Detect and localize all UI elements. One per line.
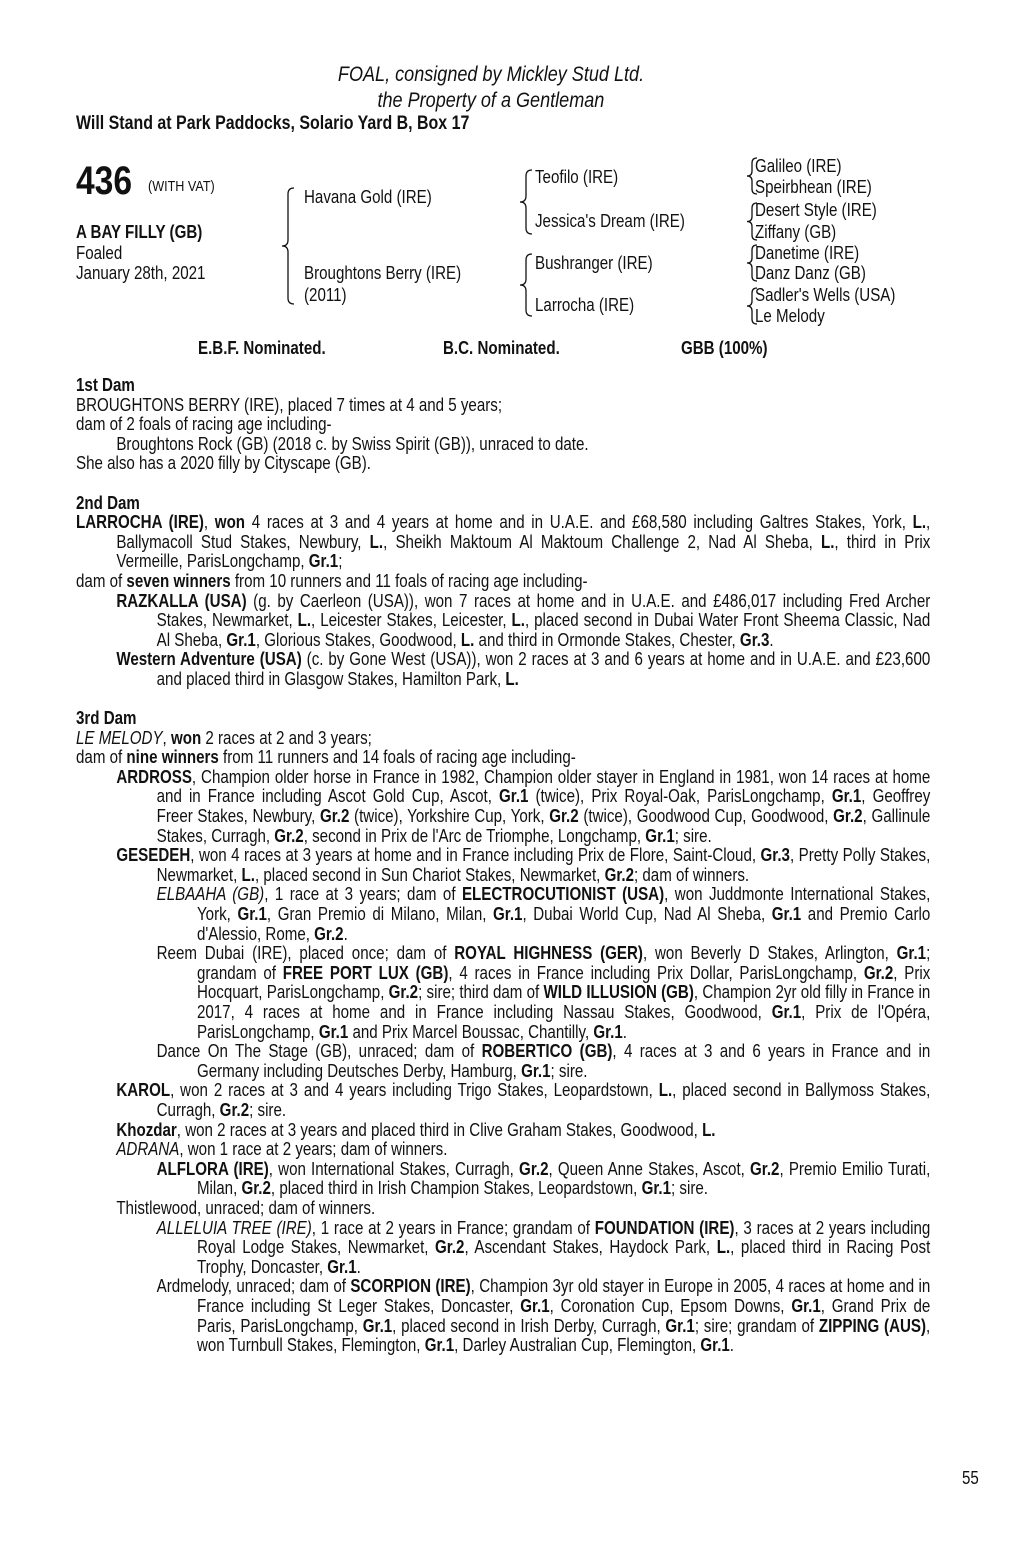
bold-text: Gr.1 bbox=[318, 1021, 349, 1042]
bold-text: KAROL bbox=[116, 1080, 171, 1101]
text-run: , won 2 races at 3 and 4 years including Trigo Stakes, Leopardstown, bbox=[170, 1080, 659, 1101]
bold-text: FOUNDATION (IRE) bbox=[594, 1217, 735, 1238]
italic-text: ALLELUIA TREE (IRE) bbox=[156, 1217, 312, 1238]
page-number: 55 bbox=[962, 1468, 979, 1488]
lot-number: 436 bbox=[76, 159, 133, 203]
text-run: (g. by Caerleon (USA)), won 7 races at home and in U.A.E. and £486,017 including Fred Archer Stakes, Newmarket, bbox=[156, 590, 931, 631]
text-run: , placed third in Racing Post Trophy, Doncaster, bbox=[196, 1237, 931, 1277]
pedigree-sire: Havana Gold (IRE) bbox=[304, 187, 432, 207]
bold-text: Gr.1 bbox=[771, 1002, 802, 1022]
text-run: , Champion 3yr old stayer in Europe in 2005, 4 races at home and in France including St Leger Stakes, Doncaster, bbox=[196, 1276, 931, 1316]
bold-text: RAZKALLA (USA) bbox=[116, 590, 247, 611]
bold-text: Gr.1 bbox=[771, 904, 802, 925]
bold-text: ALFLORA (IRE) bbox=[156, 1158, 269, 1179]
bold-text: L. bbox=[716, 1237, 731, 1258]
bold-text: Gr.2 bbox=[863, 962, 894, 983]
brace-icon bbox=[747, 158, 757, 194]
text-run: 2 races at 2 and 3 years; bbox=[201, 727, 372, 748]
pedigree-braces bbox=[0, 0, 1024, 340]
text-run: , placed third in Irish Champion Stakes, Leopardstown, bbox=[270, 1178, 642, 1199]
pedigree-entry bbox=[76, 885, 930, 944]
italic-text: ELBAAHA (GB) bbox=[156, 884, 265, 905]
text-run: and Prix Marcel Boussac, Chantilly, bbox=[348, 1021, 594, 1042]
vat-note: (WITH VAT) bbox=[148, 178, 215, 195]
bold-text: L. bbox=[658, 1080, 673, 1101]
text-run: , Champion older horse in France in 1982, Champion older stayer in England in 1981, won 14 races at home and in France including Ascot Gold Cup, Ascot, bbox=[156, 766, 931, 807]
text-run: , won 4 races at 3 years at home and in France including Prix de Flore, Saint-Cloud, bbox=[190, 845, 761, 866]
bold-text: Gr.2 bbox=[219, 1099, 250, 1120]
bold-text: L. bbox=[505, 668, 519, 689]
text-run: Reem Dubai (IRE), placed once; dam of bbox=[156, 943, 455, 964]
text-run: from 11 runners and 14 foals of racing age including- bbox=[218, 747, 576, 768]
bold-text: Gr.2 bbox=[750, 1158, 780, 1179]
catalogue-body bbox=[76, 376, 930, 1356]
pedigree-g8: Le Melody bbox=[755, 306, 825, 326]
bold-text: Gr.2 bbox=[241, 1178, 271, 1199]
bold-text: Gr.2 bbox=[319, 806, 350, 827]
ebf-nomination: E.B.F. Nominated. bbox=[198, 338, 326, 358]
text-run: , Premio Emilio Turati, Milan, bbox=[196, 1158, 931, 1199]
text-run: Ardmelody, unraced; dam of bbox=[156, 1276, 351, 1297]
pedigree-entry bbox=[76, 1219, 930, 1278]
consignor-text: FOAL, consigned by Mickley Stud Ltd. bbox=[337, 63, 645, 86]
text-run: BROUGHTONS BERRY (IRE), placed 7 times at 4 and 5 years; bbox=[76, 394, 503, 415]
text-run: . bbox=[343, 923, 348, 944]
bold-text: L. bbox=[241, 864, 255, 885]
bold-text: Gr.1 bbox=[700, 1335, 730, 1356]
text-run: , won 1 race at 2 years; dam of winners. bbox=[179, 1139, 448, 1160]
text-run: , Prix de l'Opéra, ParisLongchamp, bbox=[196, 1002, 931, 1042]
text-run: and Premio Carlo d'Alessio, Rome, bbox=[196, 904, 931, 944]
bold-text: Khozdar bbox=[116, 1119, 177, 1140]
text-run: , Queen Anne Stakes, Ascot, bbox=[548, 1158, 751, 1179]
bold-text: Gr.1 bbox=[645, 825, 675, 846]
section-heading: 1st Dam bbox=[76, 375, 135, 395]
text-run: dam of bbox=[76, 570, 127, 591]
pedigree-g4: Ziffany (GB) bbox=[755, 222, 837, 242]
text-run: (twice), Yorkshire Cup, York, bbox=[349, 806, 550, 827]
pedigree-entry bbox=[76, 650, 930, 689]
bold-text: Gr.1 bbox=[493, 904, 523, 925]
text-run: , bbox=[203, 512, 215, 533]
text-run: , Darley Australian Cup, Flemington, bbox=[454, 1335, 701, 1356]
text-run: , placed second in Irish Derby, Curragh, bbox=[392, 1315, 666, 1336]
foaled-date: January 28th, 2021 bbox=[76, 263, 206, 283]
text-run: , 4 races in France including Prix Dollar, ParisLongchamp, bbox=[448, 962, 864, 983]
text-run: ; bbox=[338, 551, 343, 572]
bold-text: ZIPPING (AUS) bbox=[818, 1315, 927, 1336]
pedigree-entry bbox=[76, 592, 930, 651]
text-run: , Geoffrey Freer Stakes, Newbury, bbox=[156, 786, 931, 827]
bold-text: Gr.1 bbox=[791, 1295, 821, 1316]
text-run: . bbox=[356, 1256, 361, 1277]
brace-icon bbox=[520, 170, 532, 234]
brace-icon bbox=[282, 188, 294, 304]
brace-icon bbox=[747, 203, 757, 240]
gbb-status: GBB (100%) bbox=[681, 338, 768, 358]
bold-text: Gr.2 bbox=[549, 806, 579, 827]
text-run: , placed second in Sun Chariot Stakes, Newmarket, bbox=[254, 864, 605, 885]
text-run: , placed second in Dubai Water Front Sheema Classic, Nad Al Sheba, bbox=[156, 610, 931, 650]
foaled-label: Foaled bbox=[76, 243, 123, 263]
bold-text: LARROCHA (IRE) bbox=[76, 512, 204, 533]
bold-text: L. bbox=[297, 610, 312, 631]
bold-text: L. bbox=[912, 512, 927, 533]
bold-text: Gr.1 bbox=[499, 786, 529, 807]
text-run: , Ballymacoll Stud Stakes, Newbury, bbox=[116, 512, 931, 552]
bold-text: Gr.1 bbox=[327, 1256, 357, 1277]
text-run: Dance On The Stage (GB), unraced; dam of bbox=[156, 1041, 482, 1062]
bold-text: Gr.3 bbox=[739, 629, 770, 650]
text-run: dam of 2 foals of racing age including- bbox=[76, 414, 332, 435]
bold-text: Gr.2 bbox=[314, 923, 344, 944]
pedigree-g5: Danetime (IRE) bbox=[755, 243, 860, 263]
text-run: , Gran Premio di Milano, Milan, bbox=[266, 904, 494, 925]
pedigree-entry bbox=[76, 1277, 930, 1355]
italic-text: ADRANA bbox=[116, 1139, 180, 1160]
brace-icon bbox=[747, 245, 757, 281]
bold-text: L. bbox=[702, 1119, 716, 1140]
text-run: dam of bbox=[76, 747, 127, 768]
text-run: , second in Prix de l'Arc de Triomphe, Longchamp, bbox=[303, 825, 646, 846]
brace-icon bbox=[747, 288, 757, 324]
text-run: and third in Ormonde Stakes, Chester, bbox=[474, 629, 740, 650]
text-run: , 4 races at 3 and 6 years in France and in Germany including Deutsches Derby, Hamburg, bbox=[196, 1041, 931, 1081]
bold-text: Gr.2 bbox=[435, 1237, 465, 1258]
bold-text: Gr.1 bbox=[226, 629, 256, 650]
text-run: , Sheikh Maktoum Al Maktoum Challenge 2, Nad Al Sheba, bbox=[383, 531, 821, 552]
pedigree-entry bbox=[76, 768, 930, 846]
bold-text: L. bbox=[820, 531, 835, 552]
text-run: , Leicester Stakes, Leicester, bbox=[311, 610, 512, 631]
text-run: , Pretty Polly Stakes, Newmarket, bbox=[156, 845, 931, 885]
text-run: ; sire. bbox=[674, 825, 712, 846]
text-run: , won 2 races at 3 years and placed third in Clive Graham Stakes, Goodwood, bbox=[176, 1119, 703, 1140]
text-run: , won Juddmonte International Stakes, York, bbox=[196, 884, 931, 925]
pedigree-g1: Galileo (IRE) bbox=[755, 156, 842, 176]
bold-text: Gr.1 bbox=[831, 786, 862, 807]
bold-text: Gr.1 bbox=[521, 1060, 551, 1081]
bold-text: FREE PORT LUX (GB) bbox=[282, 962, 449, 983]
dam-section bbox=[76, 376, 930, 474]
text-run: ; sire. bbox=[249, 1099, 287, 1120]
text-run: She also has a 2020 filly by Cityscape (GB). bbox=[76, 453, 371, 474]
pedigree-entry bbox=[76, 513, 930, 572]
text-run: from 10 runners and 11 foals of racing age including- bbox=[230, 570, 588, 591]
text-run: . bbox=[769, 629, 774, 650]
pedigree-entry bbox=[76, 1140, 930, 1160]
text-run: ; sire; third dam of bbox=[418, 982, 544, 1003]
dam-section bbox=[76, 494, 930, 690]
bold-text: Gr.1 bbox=[665, 1315, 695, 1336]
bold-text: WILD ILLUSION (GB) bbox=[543, 982, 694, 1003]
bold-text: Gr.1 bbox=[641, 1178, 671, 1199]
text-run: , won Turnbull Stakes, Flemington, bbox=[196, 1315, 931, 1356]
pedigree-entry bbox=[76, 1042, 930, 1081]
bc-nomination: B.C. Nominated. bbox=[443, 338, 560, 358]
text-run: ; sire. bbox=[550, 1060, 588, 1081]
bold-text: L. bbox=[369, 531, 384, 552]
text-run: , 3 races at 2 years including Royal Lodge Stakes, Newmarket, bbox=[196, 1217, 931, 1258]
text-run: (twice), Goodwood Cup, Goodwood, bbox=[578, 806, 834, 827]
bold-text: Gr.1 bbox=[896, 943, 927, 964]
section-heading: 2nd Dam bbox=[76, 492, 140, 513]
text-run: , third in Prix Vermeille, ParisLongchamp, bbox=[116, 531, 931, 572]
pedigree-sire-dam: Jessica's Dream (IRE) bbox=[535, 211, 685, 231]
text-run: ; sire; grandam of bbox=[694, 1315, 819, 1336]
pedigree-dam-sire: Bushranger (IRE) bbox=[535, 253, 653, 273]
property-text: the Property of a Gentleman bbox=[377, 89, 605, 112]
text-run: (c. by Gone West (USA)), won 2 races at 3 and 6 years at home and in U.A.E. and £23,600 and placed third in Glasgow Stakes, Hamilton Park, bbox=[156, 649, 931, 689]
pedigree-dam-year: (2011) bbox=[304, 285, 347, 305]
pedigree-entry bbox=[76, 415, 930, 435]
text-run: , Coronation Cup, Epsom Downs, bbox=[549, 1295, 792, 1316]
pedigree-entry bbox=[76, 1081, 930, 1120]
bold-text: Gr.1 bbox=[424, 1335, 455, 1356]
pedigree-dam: Broughtons Berry (IRE) bbox=[304, 263, 462, 283]
text-run: ; dam of winners. bbox=[633, 864, 750, 885]
bold-text: ELECTROCUTIONIST (USA) bbox=[461, 884, 665, 905]
pedigree-entry bbox=[76, 454, 930, 474]
bold-text: Gr.1 bbox=[237, 904, 267, 925]
bold-text: Gr.1 bbox=[362, 1315, 393, 1336]
pedigree-entry bbox=[76, 572, 930, 592]
bold-text: Gr.2 bbox=[274, 825, 304, 846]
text-run: 4 races at 3 and 4 years at home and in U.A.E. and £68,580 including Galtres Stakes, York, bbox=[245, 512, 913, 533]
text-run: , won Beverly D Stakes, Arlington, bbox=[642, 943, 897, 964]
bold-text: Gr.2 bbox=[833, 806, 863, 827]
bold-text: Western Adventure (USA) bbox=[116, 649, 302, 670]
pedigree-entry bbox=[76, 1199, 930, 1219]
text-run: ; sire. bbox=[670, 1178, 708, 1199]
text-run: , Dubai World Cup, Nad Al Sheba, bbox=[522, 904, 772, 925]
bold-text: seven winners bbox=[126, 570, 231, 591]
bold-text: Gr.1 bbox=[308, 551, 339, 572]
bold-text: SCORPION (IRE) bbox=[350, 1276, 471, 1297]
stand-location: Will Stand at Park Paddocks, Solario Yard B, Box 17 bbox=[76, 113, 470, 134]
text-run: Thistlewood, unraced; dam of winners. bbox=[116, 1197, 376, 1218]
text-run: , Prix Hocquart, ParisLongchamp, bbox=[196, 962, 931, 1003]
brace-icon bbox=[520, 254, 532, 316]
pedigree-entry bbox=[76, 748, 930, 768]
text-run: . bbox=[622, 1021, 628, 1042]
pedigree-entry bbox=[76, 944, 930, 1042]
text-run: , Grand Prix de Paris, ParisLongchamp, bbox=[196, 1295, 931, 1336]
text-run: Broughtons Rock (GB) (2018 c. by Swiss Spirit (GB)), unraced to date. bbox=[116, 433, 589, 454]
section-heading: 3rd Dam bbox=[76, 708, 137, 729]
bold-text: GESEDEH bbox=[116, 845, 191, 866]
pedigree-g3: Desert Style (IRE) bbox=[755, 200, 877, 220]
text-run: (twice), Prix Royal-Oak, ParisLongchamp, bbox=[528, 786, 832, 807]
bold-text: L. bbox=[511, 610, 525, 631]
bold-text: Gr.2 bbox=[519, 1158, 549, 1179]
pedigree-entry bbox=[76, 846, 930, 885]
bold-text: Gr.3 bbox=[760, 845, 790, 866]
bold-text: ROBERTICO (GB) bbox=[481, 1041, 613, 1062]
bold-text: ARDROSS bbox=[116, 766, 192, 787]
text-run: , 1 race at 3 years; dam of bbox=[264, 884, 462, 905]
pedigree-entry bbox=[76, 435, 930, 455]
bold-text: Gr.1 bbox=[520, 1295, 550, 1316]
bold-text: won bbox=[170, 727, 202, 748]
pedigree-g2: Speirbhean (IRE) bbox=[755, 177, 872, 197]
pedigree-entry bbox=[76, 729, 930, 749]
pedigree-dam-dam: Larrocha (IRE) bbox=[535, 295, 635, 315]
pedigree-g7: Sadler's Wells (USA) bbox=[755, 285, 896, 305]
lot-title: A BAY FILLY (GB) bbox=[76, 222, 203, 242]
pedigree-entry bbox=[76, 1121, 930, 1141]
bold-text: Gr.2 bbox=[604, 864, 634, 885]
bold-text: Gr.2 bbox=[388, 982, 419, 1003]
text-run: , Ascendant Stakes, Haydock Park, bbox=[464, 1237, 717, 1258]
text-run: , bbox=[162, 727, 171, 748]
text-run: , placed second in Ballymoss Stakes, Curragh, bbox=[156, 1080, 931, 1120]
text-run: , Gallinule Stakes, Curragh, bbox=[156, 806, 931, 846]
pedigree-entry bbox=[76, 396, 930, 416]
text-run: , Champion 2yr old filly in France in 2017, 4 races at home and in France including Nassau Stakes, Goodwood, bbox=[196, 982, 931, 1022]
bold-text: Gr.1 bbox=[593, 1021, 623, 1042]
bold-text: L. bbox=[460, 629, 475, 650]
pedigree-g6: Danz Danz (GB) bbox=[755, 263, 866, 283]
text-run: ; grandam of bbox=[196, 943, 931, 983]
italic-text: LE MELODY bbox=[76, 727, 163, 748]
pedigree-sire-sire: Teofilo (IRE) bbox=[535, 167, 619, 187]
dam-section bbox=[76, 709, 930, 1356]
text-run: , won International Stakes, Curragh, bbox=[268, 1158, 520, 1179]
text-run: , 1 race at 2 years in France; grandam of bbox=[311, 1217, 595, 1238]
pedigree-entry bbox=[76, 1160, 930, 1199]
bold-text: ROYAL HIGHNESS (GER) bbox=[454, 943, 643, 964]
bold-text: nine winners bbox=[126, 747, 219, 768]
text-run: . bbox=[729, 1335, 735, 1356]
bold-text: won bbox=[214, 512, 246, 533]
text-run: , Glorious Stakes, Goodwood, bbox=[255, 629, 461, 650]
